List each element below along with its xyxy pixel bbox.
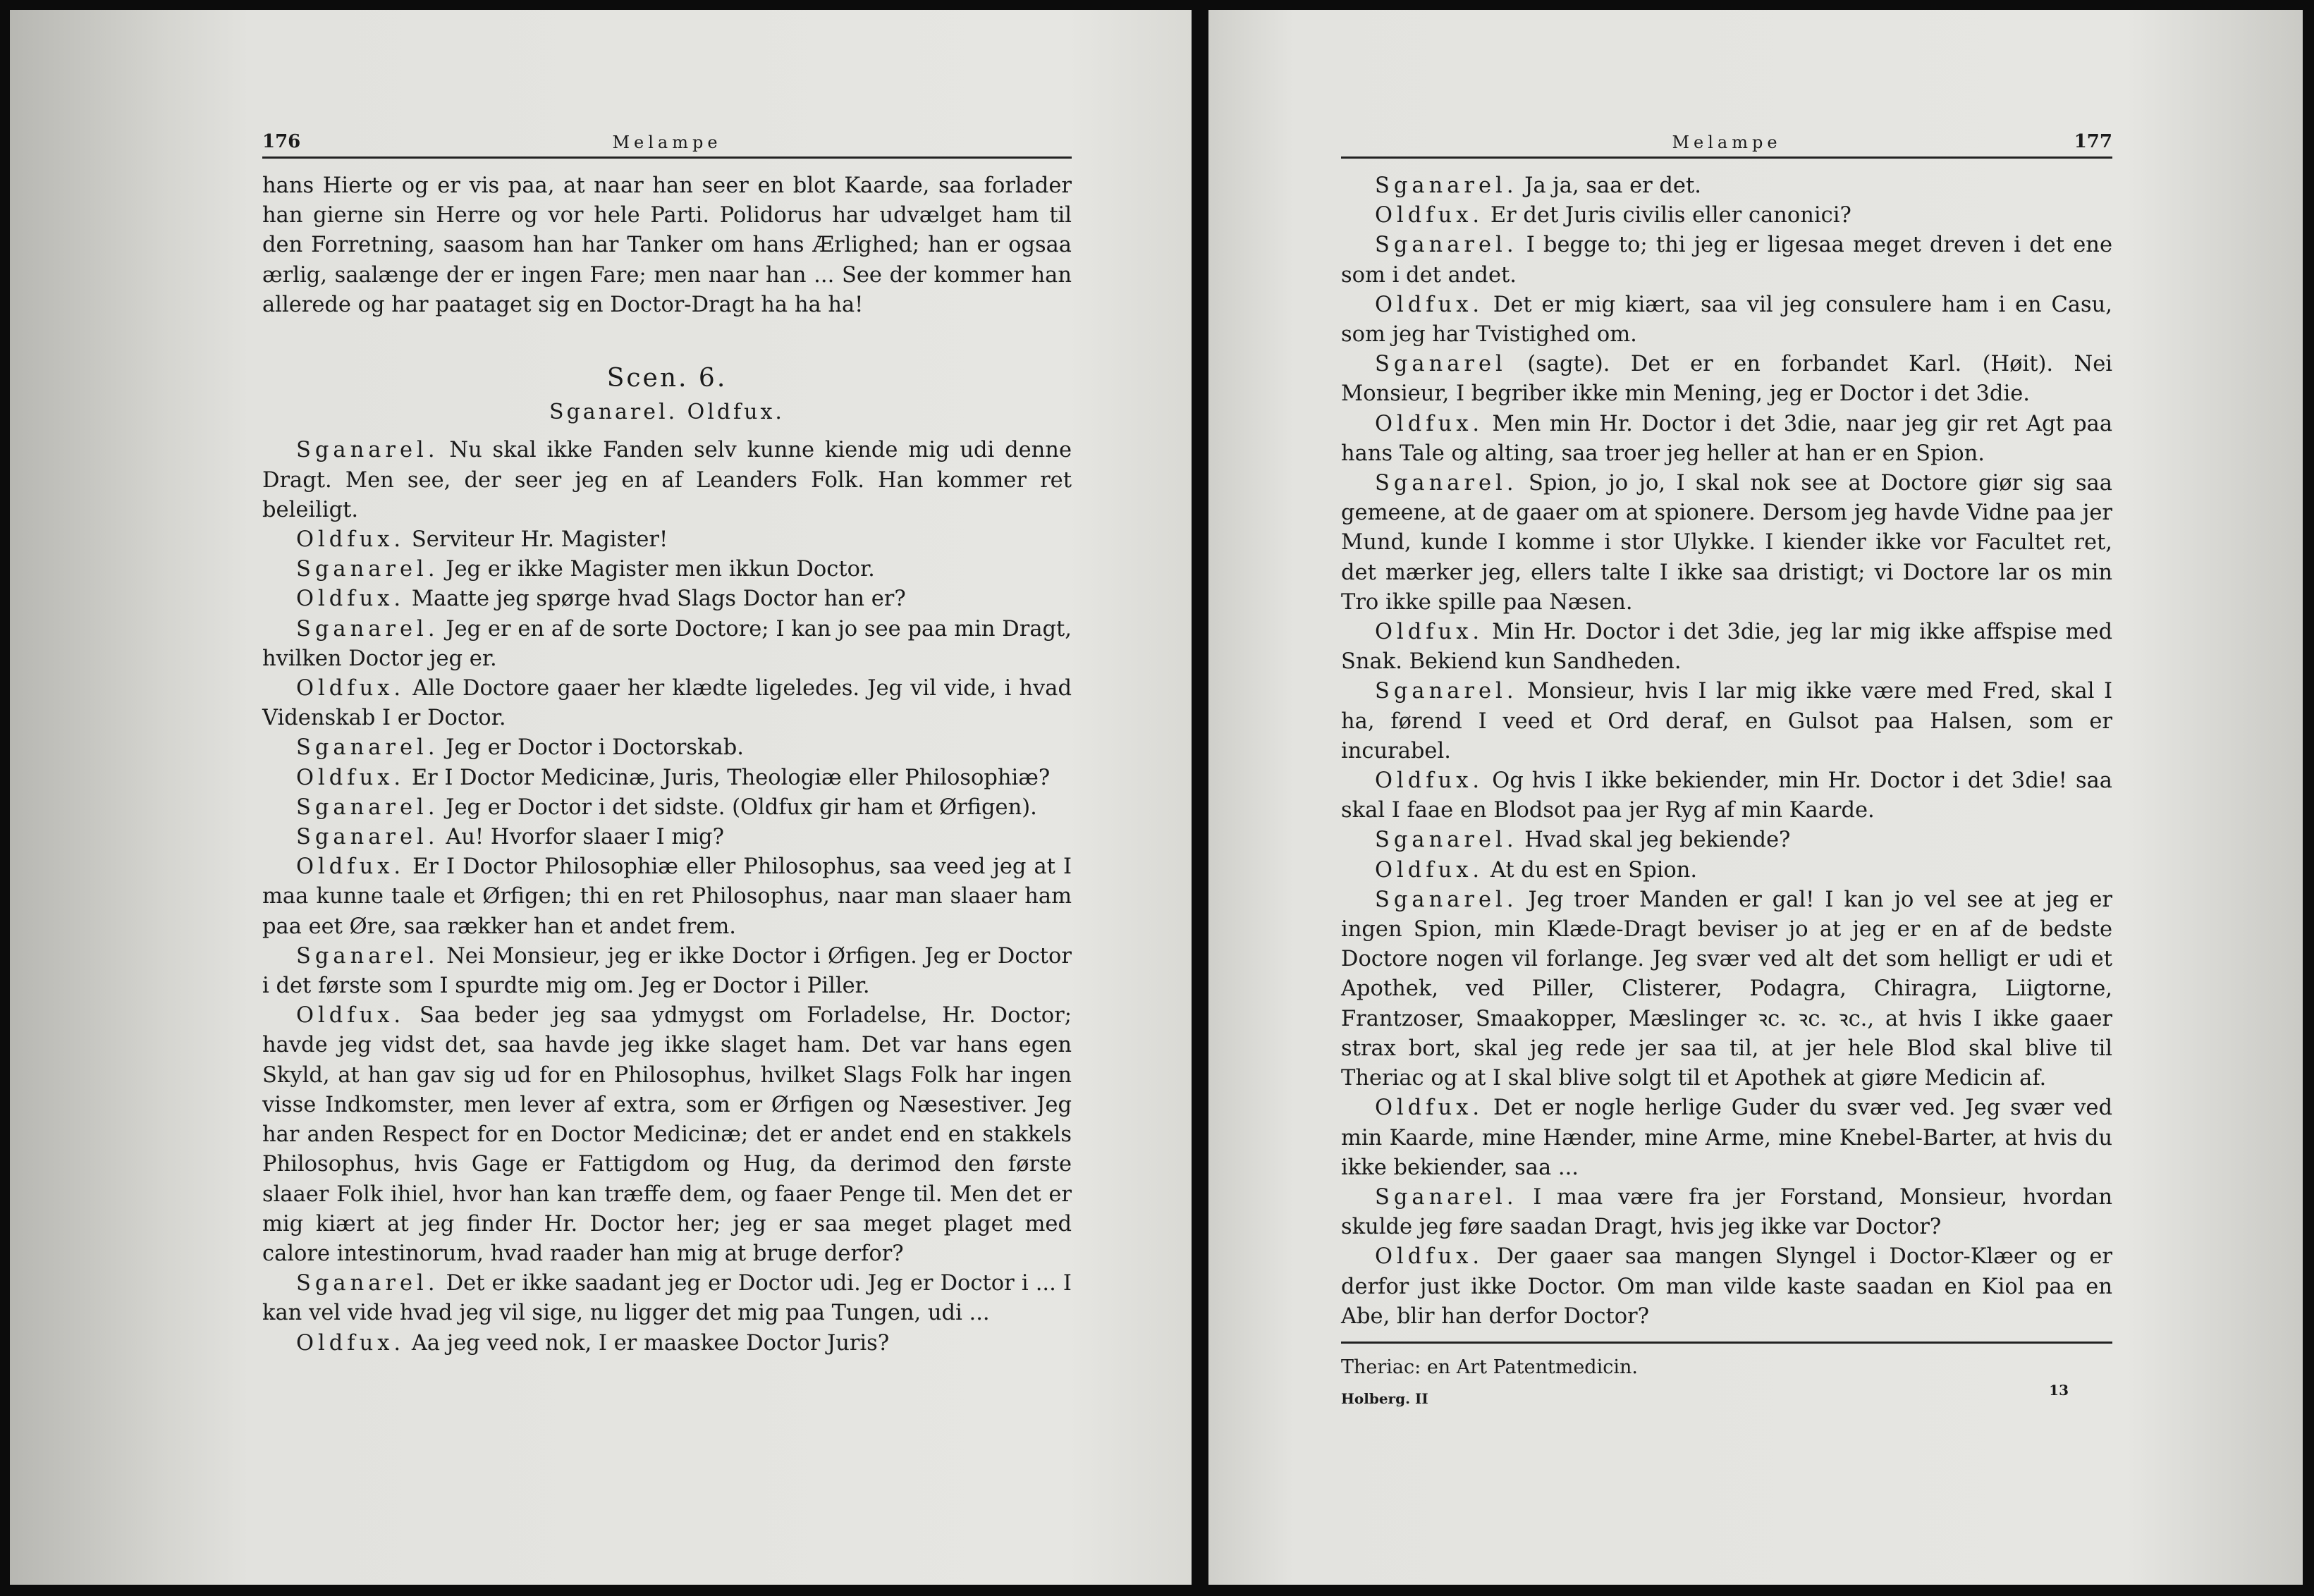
speech-line bbox=[262, 852, 1072, 942]
speech-line bbox=[1341, 350, 2112, 409]
speech-text: Spion, jo jo, I skal nok see at Doctore giør sig saa gemeene, at de gaaer om at spionere. Dersom jeg havde Vidne paa jer Mund, kunde I komme i stor Ulykke. I kiender ikke vor Facultet ret, det mærker jeg, ellers talte I ikke saa dristigt; vi Doctore lar os min Tro ikke spille paa Næsen. bbox=[1341, 471, 2112, 615]
speech-text: Maatte jeg spørge hvad Slags Doctor han er? bbox=[411, 587, 906, 612]
speaker-name: Oldfux. bbox=[1375, 857, 1484, 883]
running-title-right: Melampe bbox=[1672, 133, 1782, 152]
speech-line bbox=[1341, 1093, 2112, 1183]
speaker-name: Sganarel. bbox=[296, 943, 439, 969]
speech-line bbox=[1341, 856, 2112, 885]
speech-line bbox=[262, 763, 1072, 793]
speech-text: Aa jeg veed nok, I er maaskee Doctor Juris? bbox=[411, 1330, 890, 1356]
speech-line bbox=[1341, 766, 2112, 825]
signature-mark: Holberg. II bbox=[1341, 1389, 1428, 1407]
footnote: Theriac: en Art Patentmedicin. bbox=[1341, 1356, 1638, 1378]
speaker-name: Oldfux. bbox=[296, 676, 405, 701]
speech-line bbox=[1341, 290, 2112, 350]
speech-text: Saa beder jeg saa ydmygst om Forladelse, Hr. Doctor; havde jeg vidst det, saa havde jeg ikke slaget ham. Det var hans egen Skyld, at han gav sig ud for en Philosophus, hvilket Slags Folk har ingen visse Indkomster, men lever af extra, som er Ørfigen og Næsestiver. Jeg har anden Respect for en Doctor Medicinæ; det er andet end en stakkels Philosophus, hvis Gage er Fattigdom og Hug, da derimod den første slaaer Folk ihiel, hvor han kan træffe dem, og faaer Penge til. Men det er mig kiært at jeg finder Hr. Doctor her; jeg er saa meget plaget med calore intestinorum, hvad raader han mig at bruge derfor? bbox=[262, 1003, 1072, 1266]
speaker-name: Sganarel. bbox=[1375, 471, 1518, 496]
speaker-name: Sganarel. bbox=[1375, 1184, 1518, 1210]
speech-text: Er det Juris civilis eller canonici? bbox=[1490, 203, 1851, 228]
left-speeches bbox=[262, 436, 1072, 1358]
speech-line bbox=[262, 584, 1072, 614]
speaker-name: Oldfux. bbox=[1375, 411, 1484, 436]
speaker-name: Oldfux. bbox=[1375, 620, 1484, 645]
speech-line bbox=[262, 1001, 1072, 1269]
speaker-name: Sganarel. bbox=[1375, 233, 1518, 258]
speech-line bbox=[262, 733, 1072, 763]
page-number-right: 177 bbox=[2074, 131, 2112, 152]
speech-line bbox=[1341, 885, 2112, 1093]
speaker-name: Oldfux. bbox=[296, 527, 405, 553]
speech-text: Jeg er Doctor i Doctorskab. bbox=[446, 735, 744, 761]
speaker-name: Sganarel. bbox=[296, 438, 439, 463]
speaker-name: Oldfux. bbox=[296, 1330, 405, 1356]
speech-text: Det er nogle herlige Guder du svær ved. Jeg svær ved min Kaarde, mine Hænder, mine Arme, mine Knebel-Barter, at hvis du ikke bekiender, saa ... bbox=[1341, 1095, 2112, 1180]
speaker-name: Oldfux. bbox=[1375, 292, 1484, 317]
signature-number: 13 bbox=[2049, 1381, 2069, 1399]
speech-line bbox=[1341, 469, 2112, 618]
speech-text: Min Hr. Doctor i det 3die, jeg lar mig ikke affspise med Snak. Bekiend kun Sandheden. bbox=[1341, 620, 2112, 675]
speech-text: Alle Doctore gaaer her klædte ligeledes. Jeg vil vide, i hvad Videnskab I er Doctor. bbox=[262, 676, 1072, 731]
speaker-name: Oldfux. bbox=[1375, 203, 1484, 228]
speech-text: Er I Doctor Philosophiæ eller Philosophus, saa veed jeg at I maa kunne taale et Ørfigen; thi en ret Philosophus, naar man slaaer ham paa eet Øre, saa rækker han et andet frem. bbox=[262, 854, 1072, 939]
speaker-name: Sganarel. bbox=[296, 1271, 439, 1296]
speech-line bbox=[262, 436, 1072, 525]
left-page bbox=[10, 10, 1192, 1585]
speech-text: Der gaaer saa mangen Slyngel i Doctor-Klæer og er derfor just ikke Doctor. Om man vilde kaste saadan en Kiol paa en Abe, blir han derfor Doctor? bbox=[1341, 1244, 2112, 1329]
footnote-rule bbox=[1341, 1342, 2112, 1380]
right-speeches bbox=[1341, 171, 2112, 1332]
speech-text: At du est en Spion. bbox=[1490, 857, 1698, 883]
speech-text: Jeg troer Manden er gal! I kan jo vel see at jeg er ingen Spion, min Klæde-Dragt beviser jo at jeg er en af de bedste Doctore nogen vil forlange. Jeg svær ved alt det som helligt er udi et Apothek, ved Piller, Clisterer, Podagra, Chiragra, Liigtorne, Frantzoser, Smaakopper, Mæslinger ꝛc. ꝛc. ꝛc., at hvis I ikke gaaer strax bort, skal jeg rede jer saa til, at jer hele Blod skal blive til Theriac og at I skal blive solgt til et Apothek at giøre Medicin af. bbox=[1341, 887, 2112, 1091]
speech-line bbox=[262, 555, 1072, 584]
speaker-name: Sganarel. bbox=[296, 616, 439, 642]
right-page bbox=[1208, 10, 2303, 1585]
opening-paragraph: hans Hierte og er vis paa, at naar han seer en blot Kaarde, saa forlader han gierne sin Herre og vor hele Parti. Polidorus har udvælget ham til den Forretning, saasom han har Tanker om hans Ærlighed; han er ogsaa ærlig, saalænge der er ingen Fare; men naar han ... See der kommer han allerede og har paataget sig en Doctor-Dragt ha ha ha! bbox=[262, 173, 1072, 317]
speech-text: Serviteur Hr. Magister! bbox=[411, 527, 668, 553]
speech-line bbox=[1341, 231, 2112, 290]
speaker-name: Oldfux. bbox=[296, 587, 405, 612]
speaker-name: Sganarel. bbox=[296, 735, 439, 761]
speaker-name: Sganarel. bbox=[1375, 887, 1518, 912]
speaker-name: Oldfux. bbox=[296, 854, 405, 880]
speech-line bbox=[1341, 171, 2112, 201]
speech-text: I begge to; thi jeg er ligesaa meget dreven i det ene som i det andet. bbox=[1341, 233, 2112, 288]
speech-line bbox=[1341, 1242, 2112, 1332]
speech-line bbox=[1341, 825, 2112, 855]
speech-text: Monsieur, hvis I lar mig ikke være med Fred, skal I ha, førend I veed et Ord deraf, en Gulsot paa Halsen, som er incurabel. bbox=[1341, 679, 2112, 763]
speech-line bbox=[262, 1269, 1072, 1328]
page-footer bbox=[1341, 1381, 2112, 1418]
speech-text: Jeg er Doctor i det sidste. (Oldfux gir ham et Ørfigen). bbox=[446, 794, 1037, 820]
speech-text: Ja ja, saa er det. bbox=[1524, 173, 1701, 198]
speech-text: (sagte). Det er en forbandet Karl. (Høit). Nei Monsieur, I begriber ikke min Mening, jeg er Doctor i det 3die. bbox=[1341, 352, 2112, 407]
running-head-left bbox=[262, 123, 1072, 159]
speech-text: Det er ikke saadant jeg er Doctor udi. Jeg er Doctor i ... I kan vel vide hvad jeg vil sige, nu ligger det mig paa Tungen, udi ... bbox=[262, 1271, 1072, 1326]
speaker-name: Sganarel bbox=[1375, 352, 1507, 377]
speech-text: Hvad skal jeg bekiende? bbox=[1524, 828, 1791, 853]
speech-text: Jeg er ikke Magister men ikkun Doctor. bbox=[446, 557, 875, 582]
speech-text: Nu skal ikke Fanden selv kunne kiende mig udi denne Dragt. Men see, der seer jeg en af Leanders Folk. Han kommer ret beleiligt. bbox=[262, 438, 1072, 522]
speech-text: Er I Doctor Medicinæ, Juris, Theologiæ eller Philosophiæ? bbox=[411, 765, 1051, 790]
speech-text: I maa være fra jer Forstand, Monsieur, hvordan skulde jeg føre saadan Dragt, hvis jeg ikke var Doctor? bbox=[1341, 1184, 2112, 1240]
speech-line bbox=[262, 525, 1072, 555]
speaker-name: Oldfux. bbox=[1375, 768, 1484, 794]
speech-line bbox=[262, 793, 1072, 823]
speech-line bbox=[1341, 1183, 2112, 1242]
speaker-name: Oldfux. bbox=[296, 765, 405, 790]
speaker-name: Sganarel. bbox=[1375, 679, 1518, 704]
speaker-name: Sganarel. bbox=[296, 794, 439, 820]
running-title-left: Melampe bbox=[612, 133, 722, 152]
speech-text: Men min Hr. Doctor i det 3die, naar jeg gir ret Agt paa hans Tale og alting, saa troer jeg heller at han er en Spion. bbox=[1341, 411, 2113, 466]
speech-line bbox=[262, 823, 1072, 852]
speaker-name: Sganarel. bbox=[1375, 828, 1518, 853]
speaker-name: Sganarel. bbox=[1375, 173, 1518, 198]
page-number-left: 176 bbox=[262, 131, 301, 152]
scene-heading: Scen. 6. bbox=[606, 364, 728, 393]
speaker-name: Oldfux. bbox=[1375, 1095, 1484, 1121]
left-page-text bbox=[262, 171, 1072, 1358]
speech-text: Au! Hvorfor slaaer I mig? bbox=[446, 825, 724, 850]
speech-line bbox=[262, 1329, 1072, 1358]
speech-text: Nei Monsieur, jeg er ikke Doctor i Ørfigen. Jeg er Doctor i det første som I spurdte mig om. Jeg er Doctor i Piller. bbox=[262, 943, 1072, 999]
speech-text: Det er mig kiært, saa vil jeg consulere ham i en Casu, som jeg har Tvistighed om. bbox=[1341, 292, 2112, 348]
speaker-name: Oldfux. bbox=[296, 1003, 405, 1029]
speech-line bbox=[262, 674, 1072, 733]
right-page-text bbox=[1341, 171, 2112, 1332]
speech-line bbox=[1341, 201, 2112, 231]
speech-line bbox=[1341, 410, 2112, 469]
speech-line bbox=[1341, 677, 2112, 766]
speaker-name: Oldfux. bbox=[1375, 1244, 1484, 1270]
speech-text: Jeg er en af de sorte Doctore; I kan jo see paa min Dragt, hvilken Doctor jeg er. bbox=[262, 616, 1072, 671]
speech-line bbox=[262, 942, 1072, 1001]
running-head-right bbox=[1341, 123, 2112, 159]
speaker-name: Sganarel. bbox=[296, 825, 439, 850]
speaker-name: Sganarel. bbox=[296, 557, 439, 582]
speech-text: Og hvis I ikke bekiender, min Hr. Doctor i det 3die! saa skal I faae en Blodsot paa jer Ryg af min Kaarde. bbox=[1341, 768, 2112, 823]
speech-line bbox=[262, 615, 1072, 674]
scene-characters: Sganarel. Oldfux. bbox=[549, 400, 785, 425]
speech-line bbox=[1341, 618, 2112, 677]
